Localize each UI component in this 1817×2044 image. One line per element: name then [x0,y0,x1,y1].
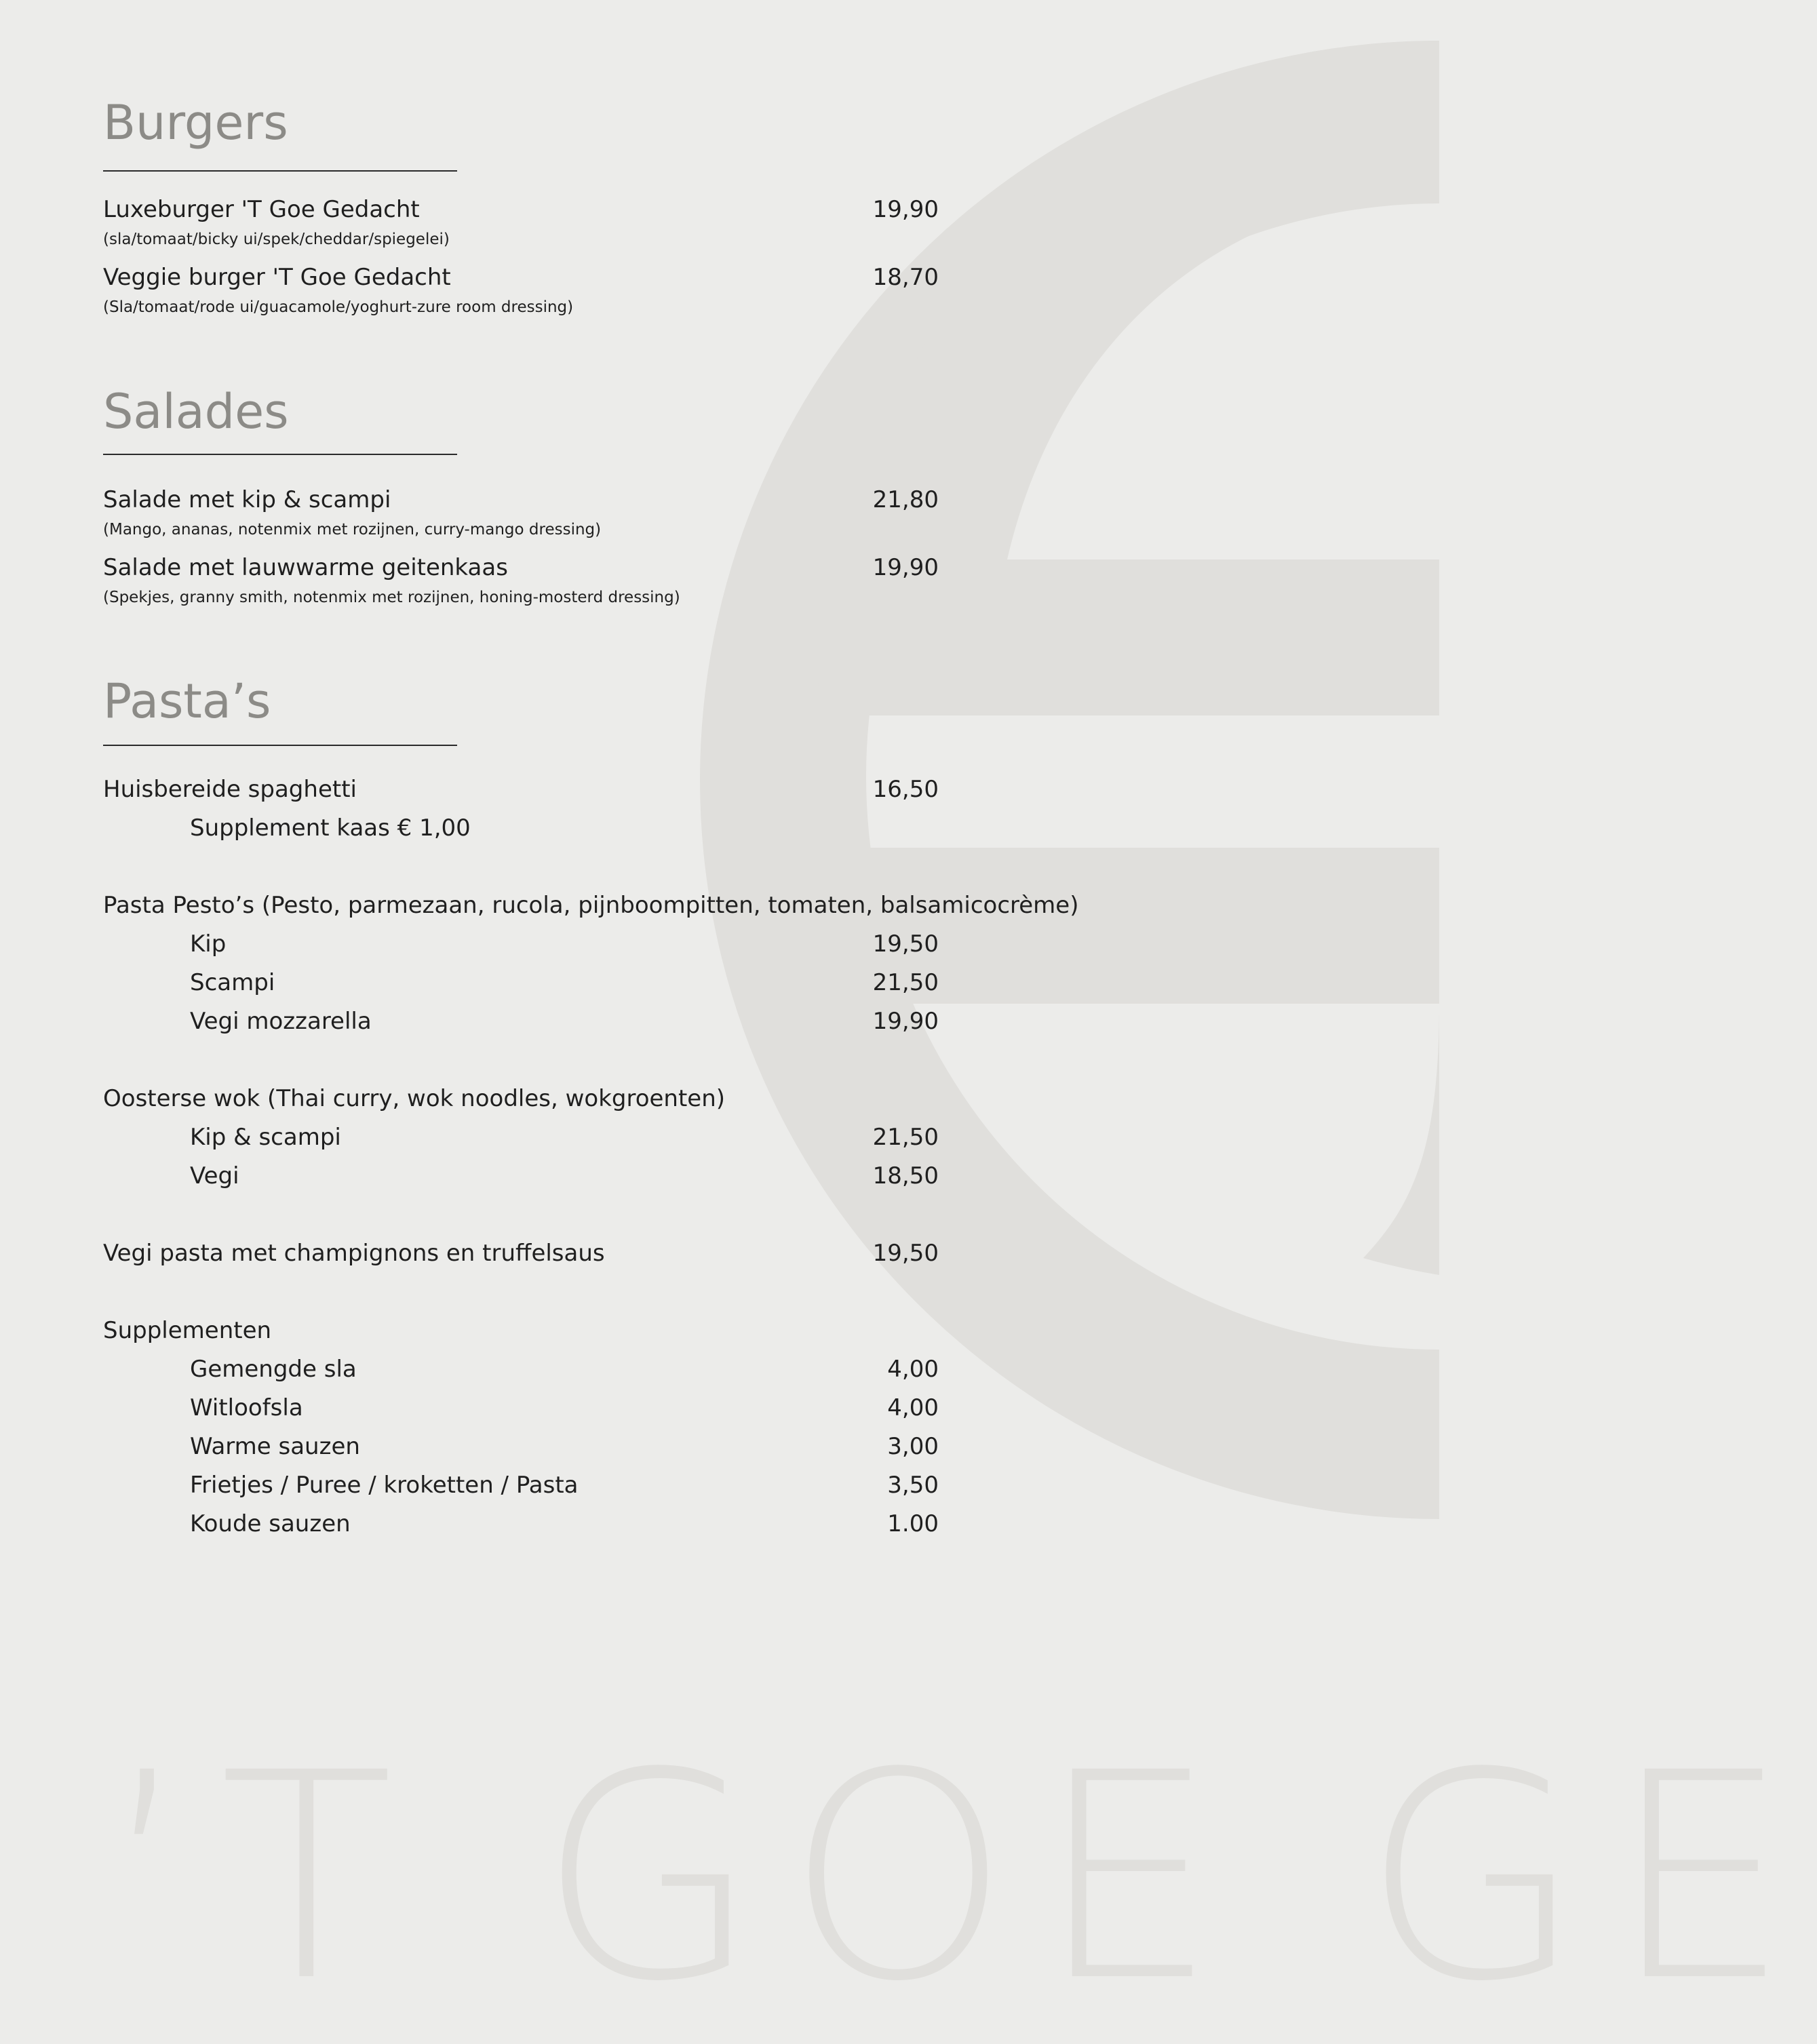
item-name: Frietjes / Puree / kroketten / Pasta [190,1472,579,1499]
item-description: (Sla/tomaat/rode ui/guacamole/yoghurt-zure room dressing) [103,298,574,316]
item-name: Warme sauzen [190,1433,360,1460]
item-description: (Spekjes, granny smith, notenmix met rozijnen, honing-mosterd dressing) [103,589,680,606]
section-title-salades: Salades [103,384,289,439]
item-description: (sla/tomaat/bicky ui/spek/cheddar/spiegelei) [103,231,450,248]
section-title-pastas: Pasta’s [103,673,271,729]
item-price: 18,50 [872,1162,939,1190]
item-description: (Mango, ananas, notenmix met rozijnen, curry-mango dressing) [103,521,602,538]
restaurant-name-watermark: ’T GOE GE [102,1712,1817,2044]
item-price: 1.00 [887,1510,939,1537]
item-price: 3,50 [887,1472,939,1499]
item-price: 4,00 [887,1356,939,1383]
item-name: Oosterse wok (Thai curry, wok noodles, wokgroenten) [103,1085,726,1112]
section-rule-burgers [103,170,457,172]
item-name: Pasta Pesto’s (Pesto, parmezaan, rucola, pijnboompitten, tomaten, balsamicocrème) [103,892,1079,919]
item-price: 18,70 [872,264,939,291]
item-name: Supplement kaas € 1,00 [190,814,471,842]
item-name: Veggie burger 'T Goe Gedacht [103,264,451,291]
item-name: Salade met kip & scampi [103,486,391,513]
item-price: 16,50 [872,776,939,803]
item-name: Gemengde sla [190,1356,357,1383]
item-price: 3,00 [887,1433,939,1460]
item-price: 19,90 [872,196,939,223]
item-name: Scampi [190,969,275,996]
item-name: Huisbereide spaghetti [103,776,357,803]
section-rule-salades [103,454,457,455]
item-name: Supplementen [103,1317,272,1344]
item-price: 19,50 [872,930,939,958]
item-name: Witloofsla [190,1394,303,1421]
item-price: 4,00 [887,1394,939,1421]
item-name: Kip & scampi [190,1124,341,1151]
item-price: 19,50 [872,1240,939,1267]
item-price: 21,50 [872,1124,939,1151]
item-name: Luxeburger 'T Goe Gedacht [103,196,420,223]
item-price: 21,50 [872,969,939,996]
section-title-burgers: Burgers [103,95,288,151]
section-rule-pastas [103,745,457,746]
item-price: 19,90 [872,1008,939,1035]
item-name: Vegi [190,1162,239,1190]
item-price: 19,90 [872,554,939,581]
item-name: Vegi mozzarella [190,1008,372,1035]
item-price: 21,80 [872,486,939,513]
item-name: Salade met lauwwarme geitenkaas [103,554,508,581]
item-name: Koude sauzen [190,1510,351,1537]
item-name: Kip [190,930,227,958]
item-name: Vegi pasta met champignons en truffelsaus [103,1240,605,1267]
